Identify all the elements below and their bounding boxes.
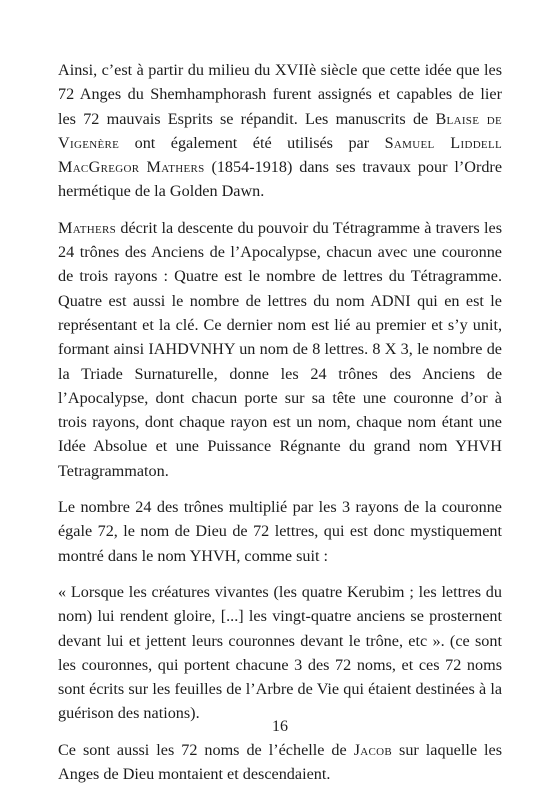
page-number: 16 (272, 718, 288, 735)
text-run: (1854-1918) dans ses travaux pour l’Ordre hermétique de la Golden Dawn. (58, 158, 503, 201)
paragraph (58, 58, 502, 204)
page-body (58, 58, 502, 798)
paragraph (58, 738, 502, 787)
text-run: Ainsi, c’est à partir du milieu du XVIIè siècle que cette idée que les 72 Anges du Shemhamphorash furent assignés et capables de lier les 72 mauvais Esprits se répandit. Les manuscrits de (58, 61, 502, 128)
text-run: ont également été utilisés par (119, 133, 385, 152)
paragraph (58, 495, 502, 568)
text-run: décrit la descente du pouvoir du Tétragramme à travers les 24 trônes des Anciens de l’Apocalypse, chacun avec une couronne de trois rayons : Quatre est le nombre de lettres du Tétragramme. Quatre est aussi le nombre de lettres du nom ADNI qui en est le représentant et la clé. Ce dernier nom est lié au premier et s’y unit, formant ainsi IAHDVNHY un nom de 8 lettres. 8 X 3, le nombre de la Triade Surnaturelle, donne les 24 trônes des Anciens de l’Apocalypse, dont chacun porte sur sa tête une couronne d’or à trois rayons, dont chaque rayon est un nom, chaque nom étant une Idée Absolue et une Puissance Régnante du grand nom YHVH Tetragrammaton. (58, 218, 502, 480)
author-name-smallcaps: Jacob (353, 740, 393, 759)
quotation-paragraph (58, 580, 502, 726)
text-run: Le nombre 24 des trônes multiplié par les 3 rayons de la couronne égale 72, le nom de Dieu de 72 lettres, qui est donc mystiquement montré dans le nom YHVH, comme suit : (58, 498, 502, 565)
author-name-smallcaps: Samuel Liddell MacGregor Mathers (58, 133, 502, 177)
author-name-smallcaps: Blaise de Vigenère (58, 109, 502, 152)
author-name-smallcaps: Mathers (58, 218, 117, 237)
text-run: « Lorsque les créatures vivantes (les quatre Kerubim ; les lettres du nom) lui rendent gloire, [...] les vingt-quatre anciens se prosternent devant lui et jettent leurs couronnes devant le trône, etc ». (ce sont les couronnes, qui portent chacune 3 des 72 noms, et ces 72 noms sont écrits sur les feuilles de l’Arbre de Vie qui étaient destinées à la guérison des nations). (58, 582, 502, 723)
text-run: sur laquelle les Anges de Dieu montaient et descendaient. (58, 740, 502, 784)
text-run: Ce sont aussi les 72 noms de l’échelle de (58, 740, 354, 759)
paragraph (58, 216, 502, 483)
